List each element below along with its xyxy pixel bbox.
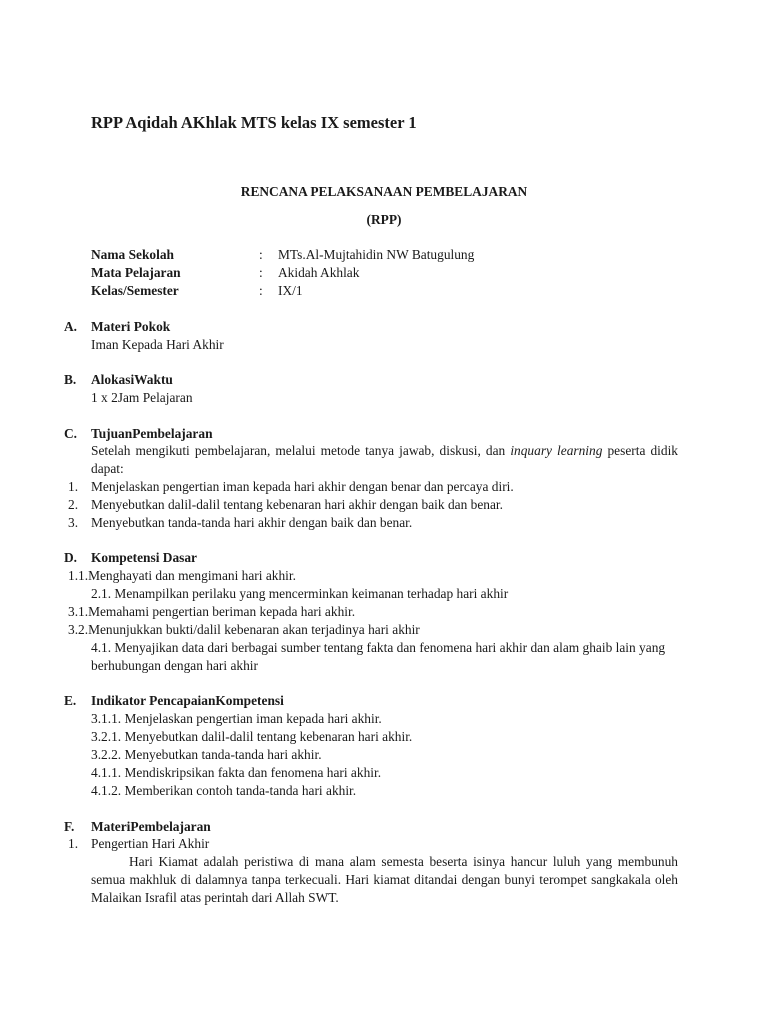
body-paragraph: Hari Kiamat adalah peristiwa di mana alam semesta beserta isinya hancur luluh yang membunuh semua makhluk di dalamnya tanpa terkecuali. Hari kiamat ditandai dengan bunyi terompet sangkakala oleh Malaikan Israfil atas perintah dari Allah SWT. bbox=[91, 854, 678, 905]
section-e-letter: E. bbox=[64, 693, 77, 708]
section-f-title: MateriPembelajaran bbox=[91, 819, 211, 834]
section-e-title: Indikator PencapaianKompetensi bbox=[91, 693, 284, 708]
section-b-title: AlokasiWaktu bbox=[91, 372, 173, 387]
section-b-body: 1 x 2Jam Pelajaran bbox=[91, 390, 193, 405]
section-b-letter: B. bbox=[64, 372, 77, 387]
section-a-title: Materi Pokok bbox=[91, 319, 171, 334]
identity-colon: : bbox=[259, 247, 263, 262]
identity-value: Akidah Akhlak bbox=[278, 265, 360, 280]
list-item: Pengertian Hari Akhir bbox=[91, 836, 210, 851]
list-number: 1. bbox=[68, 836, 79, 851]
identity-label: Mata Pelajaran bbox=[91, 265, 181, 280]
section-d-title: Kompetensi Dasar bbox=[91, 550, 198, 565]
list-item: Menyebutkan tanda-tanda hari akhir dengan baik dan benar. bbox=[91, 515, 413, 530]
section-c-intro bbox=[91, 442, 678, 478]
list-item: Menyebutkan dalil-dalil tentang kebenaran hari akhir dengan baik dan benar. bbox=[91, 497, 503, 512]
indicator-item: 3.2.2. Menyebutkan tanda-tanda hari akhir. bbox=[91, 747, 322, 762]
section-c-letter: C. bbox=[64, 426, 78, 441]
competency-line: 1.1.Menghayati dan mengimani hari akhir. bbox=[68, 568, 296, 583]
competency-line: 3.1.Memahami pengertian beriman kepada hari akhir. bbox=[68, 604, 356, 619]
competency-line: 2.1. Menampilkan perilaku yang mencerminkan keimanan terhadap hari akhir bbox=[91, 586, 509, 601]
list-number: 3. bbox=[68, 515, 79, 530]
list-number: 2. bbox=[68, 497, 79, 512]
rpp-heading: RENCANA PELAKSANAAN PEMBELAJARAN bbox=[240, 184, 528, 199]
indicator-item: 3.1.1. Menjelaskan pengertian iman kepada hari akhir. bbox=[91, 711, 382, 726]
section-f-letter: F. bbox=[64, 819, 75, 834]
indicator-item: 4.1.1. Mendiskripsikan fakta dan fenomena hari akhir. bbox=[91, 765, 382, 780]
document-title: RPP Aqidah AKhlak MTS kelas IX semester 1 bbox=[91, 113, 417, 132]
competency-line: 3.2.Menunjukkan bukti/dalil kebenaran akan terjadinya hari akhir bbox=[68, 622, 420, 637]
section-a-letter: A. bbox=[64, 319, 78, 334]
list-item: Menjelaskan pengertian iman kepada hari akhir dengan benar dan percaya diri. bbox=[91, 479, 514, 494]
indicator-item: 3.2.1. Menyebutkan dalil-dalil tentang kebenaran hari akhir. bbox=[91, 729, 413, 744]
intro-emphasis: inquary learning bbox=[510, 443, 603, 458]
competency-line: 4.1. Menyajikan data dari berbagai sumber tentang fakta dan fenomena hari akhir dan alam ghaib lain yang berhubungan dengan hari akhir bbox=[91, 640, 666, 673]
indicator-item: 4.1.2. Memberikan contoh tanda-tanda hari akhir. bbox=[91, 783, 357, 798]
identity-label: Nama Sekolah bbox=[91, 247, 174, 262]
identity-colon: : bbox=[259, 283, 263, 298]
identity-value: MTs.Al-Mujtahidin NW Batugulung bbox=[278, 247, 475, 262]
section-a-body: Iman Kepada Hari Akhir bbox=[91, 337, 224, 352]
identity-colon: : bbox=[259, 265, 263, 280]
section-c-title: TujuanPembelajaran bbox=[91, 426, 213, 441]
rpp-subheading: (RPP) bbox=[366, 212, 402, 227]
intro-text: Setelah mengikuti pembelajaran, melalui metode tanya jawab, diskusi, dan bbox=[91, 443, 511, 458]
identity-value: IX/1 bbox=[278, 283, 303, 298]
identity-label: Kelas/Semester bbox=[91, 283, 179, 298]
intro-text-end: peserta didik dapat: bbox=[91, 443, 678, 476]
section-d-letter: D. bbox=[64, 550, 78, 565]
list-number: 1. bbox=[68, 479, 79, 494]
